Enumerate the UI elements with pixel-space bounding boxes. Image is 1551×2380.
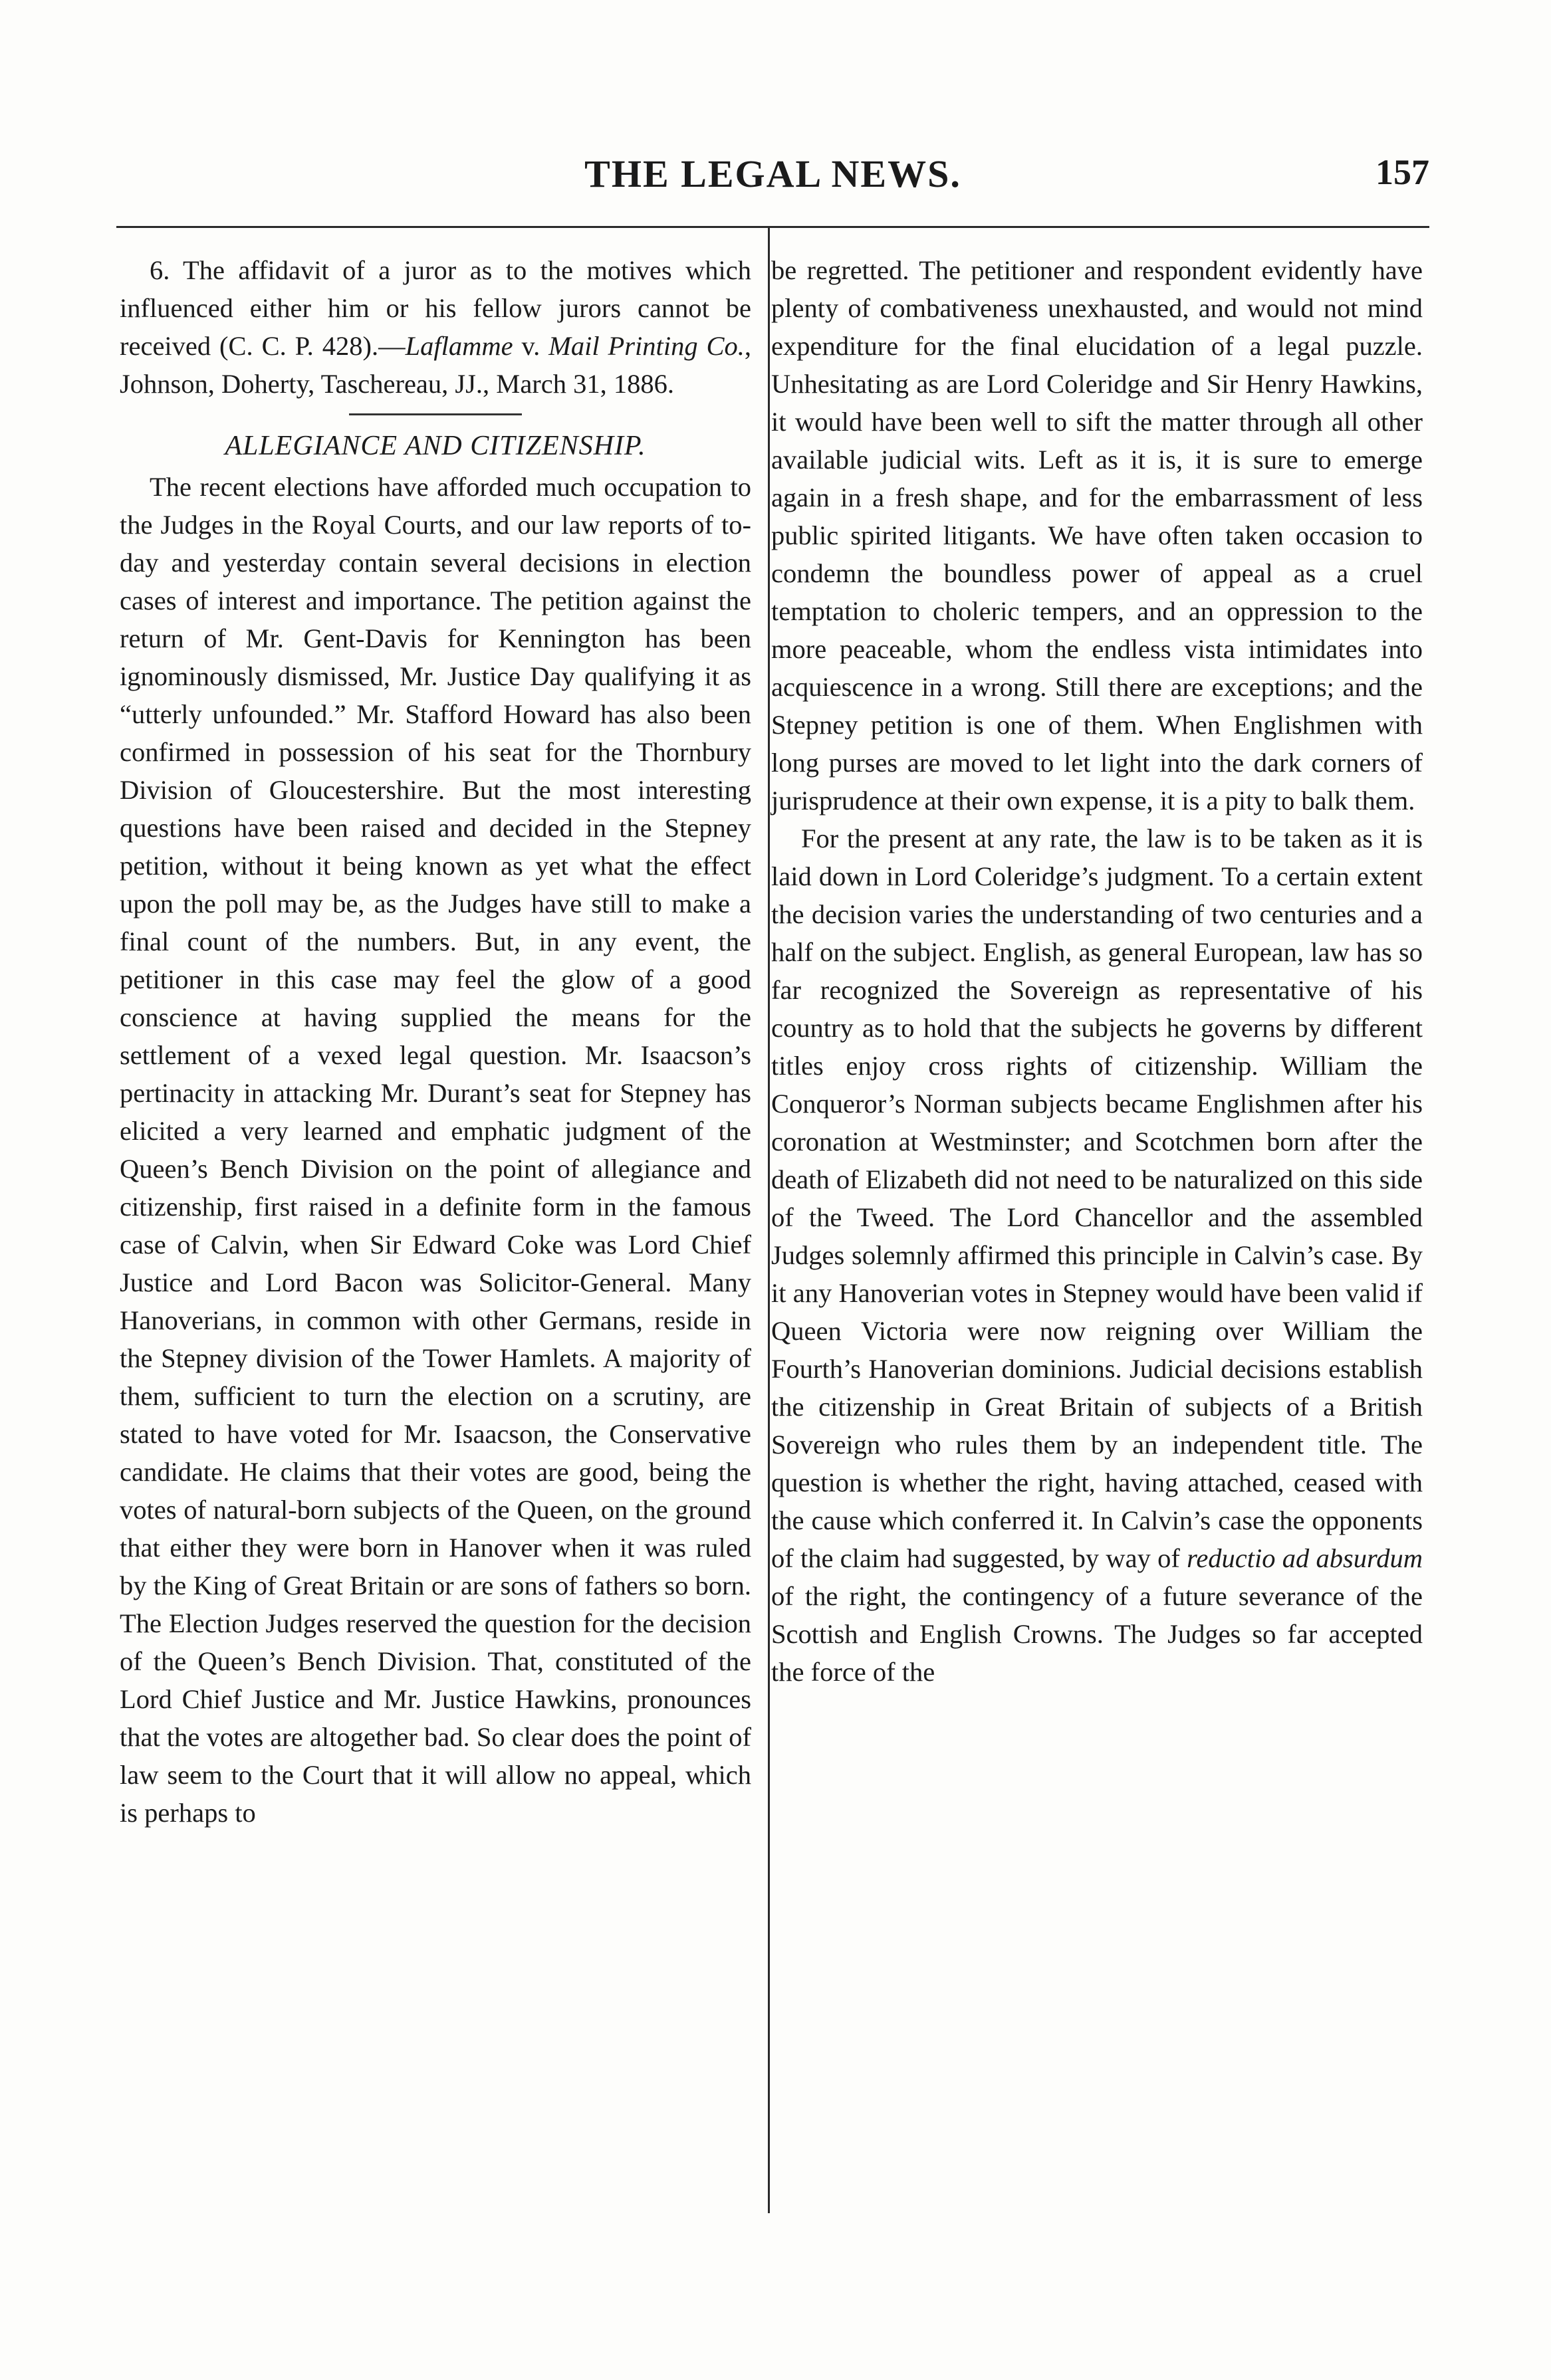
page-number: 157 <box>1375 152 1429 192</box>
paragraph-text: of the right, the contingency of a future severance of the Scottish and English Crowns. The Judges so far accepted the force of the <box>771 1581 1423 1687</box>
column-divider <box>768 226 770 2213</box>
article-paragraph: The recent elections have afforded much occupation to the Judges in the Royal Courts, and our law reports of to-day and yesterday contain several decisions in election cases of interest and importance. The petition against the return of Mr. Gent-Davis for Kennington has been ignominously dismissed, Mr. Justice Day qualifying it as “utterly unfounded.” Mr. Stafford Howard has also been confirmed in possession of his seat for the Thornbury Division of Gloucestershire. But the most interesting questions have been raised and decided in the Stepney petition, without it being known as yet what the effect upon the poll may be, as the Judges have still to make a final count of the numbers. But, in any event, the petitioner in this case may feel the glow of a good conscience at having supplied the means for the settlement of a vexed legal question. Mr. Isaacson’s pertinacity in attacking Mr. Durant’s seat for Stepney has elicited a very learned and emphatic judgment of the Queen’s Bench Division on the point of allegiance and citizenship, first raised in a definite form in the famous case of Calvin, when Sir Edward Coke was Lord Chief Justice and Lord Bacon was Solicitor-General. Many Hanoverians, in common with other Germans, reside in the Stepney division of the Tower Hamlets. A majority of them, sufficient to turn the election on a scrutiny, are stated to have voted for Mr. Isaacson, the Conservative candidate. He claims that their votes are good, being the votes of natural-born subjects of the Queen, on the ground that either they were born in Hanover when it was ruled by the King of Great Britain or are sons of fathers so born. The Election Judges reserved the question for the decision of the Queen’s Bench Division. That, constituted of the Lord Chief Justice and Mr. Justice Hawkins, pronounces that the votes are altogether bad. So clear does the point of law seem to the Court that it will allow no appeal, which is perhaps to <box>120 472 751 1828</box>
item6-text: 6. The affidavit of a juror as to the motives which influenced either him or his fellow jurors cannot be received (C. C. P. 428).— <box>120 255 751 361</box>
header-rule <box>116 226 1429 228</box>
case-party-2: Mail Printing Co. <box>548 331 745 361</box>
latin-phrase: reductio ad absurdum <box>1187 1543 1423 1573</box>
case-party-1: Laflamme <box>405 331 513 361</box>
item6-citation: , Johnson, Doherty, Taschereau, JJ., March 31, 1886. <box>120 331 751 399</box>
left-column <box>120 251 751 1832</box>
right-column <box>771 251 1423 1691</box>
running-header <box>116 152 1429 198</box>
section-rule <box>349 413 522 415</box>
article-paragraph <box>771 819 1423 1691</box>
digest-item-6 <box>120 251 751 403</box>
article-paragraph-continued: be regretted. The petitioner and respondent evidently have plenty of combativeness unexhausted, and would not mind expenditure for the final elucidation of a legal puzzle. Unhesitating as are Lord Coleridge and Sir Henry Hawkins, it would have been well to sift the matter through all other available judicial wits. Left as it is, it is sure to emerge again in a fresh shape, and for the embarrassment of less public spirited litigants. We have often taken occasion to condemn the boundless power of appeal as a cruel temptation to choleric tempers, and an oppression to the more peaceable, whom the endless vista intimidates into acquiescence in a wrong. Still there are exceptions; and the Stepney petition is one of them. When Englishmen with long purses are moved to let light into the dark corners of jurisprudence at their own expense, it is a pity to balk them. <box>771 255 1423 815</box>
case-versus: v. <box>513 331 549 361</box>
paragraph-text: For the present at any rate, the law is to be taken as it is laid down in Lord Coleridge’s judgment. To a certain extent the decision varies the understanding of two centuries and a half on the subject. English, as general European, law has so far recognized the Sovereign as representative of his country as to hold that the subjects he governs by different titles enjoy cross rights of citizenship. William the Conqueror’s Norman subjects became Englishmen after his coronation at Westminster; and Scotchmen born after the death of Elizabeth did not need to be naturalized on this side of the Tweed. The Lord Chancellor and the assembled Judges solemnly affirmed this principle in Calvin’s case. By it any Hanoverian votes in Stepney would have been valid if Queen Victoria were now reigning over William the Fourth’s Hanoverian dominions. Judicial decisions establish the citizenship in Great Britain of subjects of a British Sovereign who rules them by an independent title. The question is whether the right, having attached, ceased with the cause which conferred it. In Calvin’s case the opponents of the claim had suggested, by way of <box>771 823 1423 1573</box>
article-title: ALLEGIANCE AND CITIZENSHIP. <box>225 431 646 461</box>
running-title: THE LEGAL NEWS. <box>584 152 961 195</box>
